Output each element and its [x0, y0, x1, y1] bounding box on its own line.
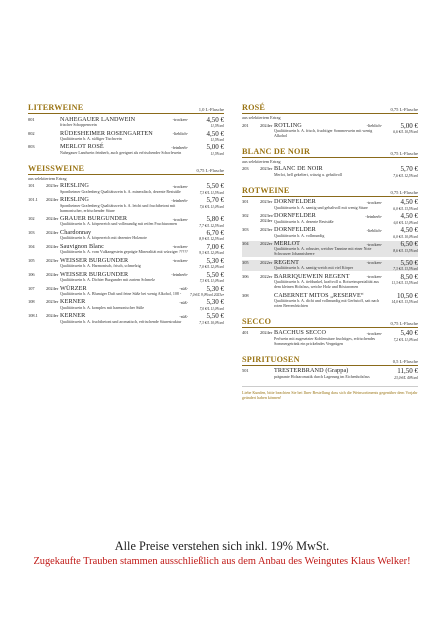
wine-description: Qualitätswein b. A. fruchtbetont und aromatisch, erfrischende Säurestruktur	[60, 318, 182, 324]
wine-taste: -feinherb-	[365, 213, 382, 219]
wine-details	[60, 272, 224, 283]
wine-liter-price: 9,3 €/L 12,0%vol	[199, 251, 224, 256]
wine-taste: -feinherb-	[171, 272, 188, 278]
wine-liter-price: 7,0 €/L 11,0%vol	[199, 306, 224, 311]
wine-number: 105	[28, 257, 35, 263]
wine-price: 5,00 €	[400, 121, 418, 130]
wine-liter-price: 7,0 €/L 12,0%vol	[199, 265, 224, 270]
grapes-origin-note: Zugekaufte Trauben stammen ausschließlich aus dem Anbau des Weingutes Klaus Welker!	[33, 556, 411, 567]
wine-price: 11,50 €	[397, 367, 418, 376]
wine-liter-price: 7,6 €/L 12,5%vol	[393, 173, 418, 178]
section-bottle-size: 0,5 L-Flasche	[392, 358, 418, 364]
wine-item	[242, 123, 418, 139]
wine-liter-price: 7,3 €/L 11,5%vol	[199, 190, 224, 195]
wine-price: 5,30 €	[206, 284, 224, 293]
section-header	[242, 103, 418, 114]
wine-item	[242, 368, 418, 379]
wine-details	[274, 199, 418, 210]
section-header	[28, 164, 224, 175]
wine-name: CABERNET MITOS „RESERVE“	[274, 291, 364, 299]
wine-number: 103	[28, 229, 35, 235]
wine-vintage: 2023er/ 2024er	[260, 213, 274, 224]
wine-details	[60, 216, 224, 227]
wine-description: Spontheimer Grafenberg Qualitätswein b. A. mineralisch, dezente Restsüße	[60, 188, 181, 194]
wine-name: BLANC DE NOIR	[274, 165, 323, 173]
wine-number: 301	[242, 199, 249, 205]
wine-item	[242, 293, 418, 309]
wine-taste: -lieblich-	[172, 131, 188, 136]
wine-price: 8,50 €	[400, 272, 418, 281]
wine-vintage: 2023er	[46, 183, 59, 189]
wine-description: Nahegauer Landwein feinherb, auch geeignet als erfrischender Schorlewein	[60, 149, 182, 155]
wine-price: 5,40 €	[400, 329, 418, 338]
wine-price: 5,30 €	[206, 298, 224, 307]
wine-vintage: 2023er	[260, 227, 273, 233]
wine-number: 304	[242, 241, 249, 247]
wine-name: WEISSER BURGUNDER	[60, 256, 129, 264]
section-bottle-size: 0,75 L-Flasche	[390, 189, 418, 195]
section-title: SECCO	[242, 316, 272, 326]
wine-number: 203	[242, 166, 249, 172]
wine-details	[60, 183, 224, 194]
wine-vintage: 2022er	[260, 273, 273, 279]
wine-number: 308	[242, 292, 249, 298]
right-column	[242, 100, 418, 400]
section-title: LITERWEINE	[28, 103, 84, 112]
section-bottle-size: 0,75 L-Flasche	[390, 320, 418, 326]
wine-liter-price: 8,6 €/L 13,5%vol	[393, 248, 418, 253]
wine-details	[60, 244, 224, 255]
wine-liter-price: 7,3 €/L 10,0%vol	[199, 320, 224, 325]
wine-liter-price: 11,5%vol	[210, 124, 224, 129]
wine-details	[60, 286, 224, 297]
wine-price: 5,50 €	[206, 270, 224, 279]
wine-section	[242, 103, 418, 139]
section-subtitle: aus selektiertem Ertrag	[242, 158, 281, 164]
wine-details	[60, 117, 224, 128]
wine-item	[242, 260, 418, 271]
wine-name: KERNER	[60, 298, 86, 306]
wine-item	[28, 183, 224, 194]
wine-number: 101.1	[28, 197, 38, 203]
section-header	[28, 103, 224, 114]
wine-item	[28, 244, 224, 255]
wine-taste: -trocken-	[172, 117, 188, 123]
wine-vintage: 2024er	[46, 216, 59, 222]
wine-section	[242, 186, 418, 309]
wine-number: 003	[28, 144, 35, 150]
wine-description: Qualitätswein b. A. körperreich und vollmundig mit reifen Fruchtaromen	[60, 221, 177, 227]
wine-description: Qualitätswein b. A. Blumiger Duft und feine Süße bei wenig Alkohol, 108 -	[60, 290, 182, 296]
wine-details	[274, 330, 418, 346]
wine-details	[274, 368, 418, 379]
wine-price: 4,50 €	[400, 198, 418, 207]
wine-price: 5,70 €	[206, 196, 224, 205]
wine-price: 5,50 €	[206, 182, 224, 191]
wine-name: DORNFELDER	[274, 212, 316, 220]
section-title: ROSÉ	[242, 103, 266, 112]
wine-number: 401	[242, 330, 249, 336]
wine-description: Qualitätswein b. A. robuster, weicher Tannine mit einer Note Schwarzer Johannisbeere	[274, 246, 372, 257]
wine-number: 102	[28, 216, 35, 222]
wine-description: Qualitätswein b. A. frisch, fruchtiger Sommerwein mit wenig Alkohol	[274, 128, 373, 138]
wine-price: 5,50 €	[400, 258, 418, 267]
wine-vintage	[46, 144, 60, 155]
wine-vintage	[260, 368, 274, 379]
wine-details	[60, 299, 224, 310]
wine-item	[242, 330, 418, 346]
wine-vintage: 2024er	[46, 285, 59, 291]
wine-description: frischer Schoppenwein	[60, 122, 97, 127]
wine-description: Qualitätswein b. A. vollmundig	[274, 232, 325, 238]
wine-number: 101	[28, 183, 35, 189]
wine-item	[242, 241, 418, 257]
wine-taste: -lieblich-	[366, 227, 382, 233]
wine-number: 002	[28, 130, 35, 136]
wine-item	[28, 230, 224, 241]
wine-vintage	[46, 117, 60, 128]
wine-taste: -trocken-	[172, 244, 188, 250]
wine-section	[242, 317, 418, 347]
wine-liter-price: 6,0 €/L 10,0%vol	[393, 234, 418, 239]
wine-section	[28, 103, 224, 156]
wine-item	[28, 272, 224, 283]
wine-details	[60, 131, 224, 142]
wine-name: RIESLING	[60, 182, 89, 190]
wine-number: 104	[28, 243, 35, 249]
wine-details	[60, 258, 224, 269]
wine-name: Chardonnay	[60, 228, 92, 236]
wine-name: MERLOT	[274, 240, 301, 248]
wine-item	[28, 286, 224, 297]
wine-vintage: 2024er	[260, 122, 273, 128]
wine-liter-price: 7,3 €/L 13,5%vol	[393, 267, 418, 272]
wine-liter-price: 8,9 €/L 12,5%vol	[199, 237, 224, 242]
section-title: ROTWEINE	[242, 185, 290, 195]
wine-price: 4,50 €	[206, 129, 224, 138]
wine-details	[60, 313, 224, 324]
left-column	[28, 100, 224, 325]
wine-description: Qualitätswein b. A. dezente Restsüße	[274, 218, 334, 224]
section-header	[242, 147, 418, 158]
wine-item	[28, 131, 224, 142]
wine-number: 201	[242, 122, 249, 128]
wine-details	[274, 293, 418, 309]
wine-details	[274, 241, 418, 257]
section-bottle-size: 0,75 L-Flasche	[390, 107, 418, 112]
wine-item	[28, 258, 224, 269]
wine-item	[28, 197, 224, 213]
wine-item	[242, 166, 418, 177]
wine-liter-price: 7,7 €/L 12,5%vol	[199, 223, 224, 228]
wine-number: 501	[242, 368, 249, 374]
wine-number: 108	[28, 299, 35, 305]
wine-section	[28, 164, 224, 325]
wine-description: prägnante Holzaromatik durch Lagerung im Eichenholzfass	[274, 373, 370, 379]
wine-taste: -trocken-	[172, 216, 188, 222]
wine-price: 5,70 €	[400, 165, 418, 174]
wine-number: 306	[242, 273, 249, 279]
wine-item	[28, 313, 224, 324]
wine-taste: -süß-	[179, 299, 188, 305]
wine-description: Qualitätswein b. A. komplex mit harmonischer Süße	[60, 304, 144, 310]
wine-liter-price: 11,5%vol	[210, 151, 224, 156]
wine-taste: -trocken-	[366, 260, 382, 266]
wine-vintage: 2024er	[46, 243, 59, 249]
wine-description: Qualitätswein b. A. Harmonisch, frisch, schmelzig	[60, 263, 141, 269]
wine-details	[60, 144, 224, 155]
wine-price: 5,30 €	[206, 256, 224, 265]
wine-item	[242, 274, 418, 290]
wine-price: 10,50 €	[397, 291, 418, 300]
section-bottle-size: 1,0 L-Flasche	[198, 107, 224, 112]
wine-name: DORNFELDER	[274, 198, 316, 206]
wine-taste: -süß-	[179, 313, 188, 319]
wine-vintage: 2023er	[46, 299, 59, 305]
wine-vintage: 2024er	[46, 313, 59, 319]
wine-name: WÜRZER	[60, 284, 87, 292]
wine-item	[28, 299, 224, 310]
wine-description: Perlwein mit zugesetzter Kohlensäure fruchtiges, erfrischendes Sommergetränk ein prickelndes Vergnügen	[274, 335, 376, 346]
wine-name: KERNER	[60, 312, 86, 320]
wine-description: Qualitätswein b. A. Dichter Burgunder mit zartem Schmelz	[60, 277, 155, 283]
wine-details	[274, 213, 418, 224]
wine-name: NAHEGAUER LANDWEIN	[60, 115, 136, 123]
wine-name: MERLOT ROSÉ	[60, 143, 104, 151]
wine-name: REGENT	[274, 258, 300, 266]
wine-details	[60, 197, 224, 213]
wine-vintage: 2023er	[260, 166, 273, 172]
wine-liter-price: 14,0 €/L 13,5%vol	[391, 300, 418, 305]
section-header	[242, 355, 418, 366]
wine-liter-price: 6,0 €/L 11,0%vol	[393, 220, 418, 225]
wine-liter-price: 11,3 €/L 13,5%vol	[391, 281, 418, 286]
wine-section	[242, 355, 418, 380]
wine-details	[274, 166, 418, 177]
wine-description: Qualitätswein b. A. süffiger Tischwein	[60, 135, 122, 141]
wine-name: BARRIQUEWEIN REGENT	[274, 272, 350, 280]
wine-taste: -trocken-	[366, 241, 382, 247]
wine-item	[28, 144, 224, 155]
section-header	[242, 186, 418, 197]
wine-description: Spontheimer Grafenberg Qualitätswein b. A. leicht und fruchtbetont mit harmonischer, erfrischender Säure	[60, 202, 176, 213]
wine-taste: -trocken-	[366, 199, 382, 205]
wine-number: 305	[242, 259, 249, 265]
wine-number: 107	[28, 285, 35, 291]
section-title: SPIRITUOSEN	[242, 354, 300, 364]
wine-price: 4,50 €	[400, 212, 418, 221]
wine-price: 7,00 €	[206, 242, 224, 251]
wine-vintage: 2022er	[260, 241, 273, 247]
prices-vat-note: Alle Preise verstehen sich inkl. 19% MwSt.	[114, 539, 330, 553]
wine-taste: -feinherb-	[171, 197, 188, 203]
wine-taste: -lieblich-	[366, 123, 382, 129]
wine-details	[60, 230, 224, 241]
wine-details	[274, 260, 418, 271]
wine-details	[274, 274, 418, 290]
section-header	[242, 317, 418, 328]
wine-description: Qualitätswein b. A. körperreich mit dezenter Holznote	[60, 235, 147, 241]
section-title: WEISSWEINE	[28, 163, 85, 173]
section-bottle-size: 0,75 L-Flasche	[390, 150, 418, 156]
wine-number: 001	[28, 116, 35, 122]
wine-liter-price: 23,0 €/L 40%vol	[394, 375, 418, 380]
wine-vintage: 2023er	[46, 257, 59, 263]
wine-taste: -trocken-	[172, 258, 188, 264]
wine-number: 303	[242, 227, 249, 233]
wine-liter-price: 6,6 €/L 10,5%vol	[393, 130, 418, 135]
wine-price: 6,70 €	[206, 228, 224, 237]
wine-liter-price: 7,3 €/L 11,0%vol	[199, 279, 224, 284]
wine-name: RÜDESHEIMER ROSENGARTEN	[60, 129, 153, 137]
wine-name: Sauvignon Blanc	[60, 242, 104, 250]
wine-vintage	[260, 293, 274, 309]
wine-name: RIESLING	[60, 196, 89, 204]
section-title: BLANC DE NOIR	[242, 146, 311, 156]
wine-vintage: 2022er	[260, 259, 273, 265]
wine-taste: -süß-	[179, 286, 188, 292]
wine-name: DORNFELDER	[274, 226, 316, 234]
wine-name: ROTLING	[274, 121, 302, 129]
wine-price: 5,50 €	[206, 312, 224, 321]
wine-description: Qualitätswein b. A. samtig-weich mit viel Körper	[274, 265, 354, 271]
wine-name: WEISSER BURGUNDER	[60, 270, 129, 278]
wine-number: 106	[28, 271, 35, 277]
wine-price: 5,80 €	[206, 215, 224, 224]
wine-description: Qualitätswein b. A. samtig und gehaltvoll mit wenig Säure	[274, 204, 368, 210]
wine-liter-price: 11,5%vol	[210, 138, 224, 142]
wine-description: Qualitätswein b. A. tiefdunkel, kraftvoll u. Rotweinspezialität aus dem kleinen Holzfass, weiche Holz und Röstaromen	[274, 279, 379, 290]
wine-section	[242, 147, 418, 178]
wine-price: 6,50 €	[400, 240, 418, 249]
wine-name: TRESTERBRAND (Grappa)	[274, 367, 349, 375]
wine-name: GRAUER BURGUNDER	[60, 215, 128, 223]
wine-description: Qualitätswein b. A. dicht und vollmundig mit Gerbstoff, satt nach roten Beerenfrüchten	[274, 297, 380, 308]
wine-price: 4,50 €	[400, 226, 418, 235]
wine-vintage: 2023er	[260, 199, 273, 205]
wine-name: BACCHUS SECCO	[274, 329, 327, 337]
wine-item	[28, 117, 224, 128]
wine-description: Merlot, hell gekeltert, würzig u. gehaltvoll	[274, 171, 342, 177]
wine-taste: -trocken-	[366, 274, 382, 280]
wine-vintage: 2024er	[46, 197, 59, 203]
wine-taste: -trocken-	[366, 330, 382, 336]
wine-item	[242, 227, 418, 238]
wine-liter-price: 7,0 €/L 9,0%vol 2023er	[190, 293, 224, 298]
wine-description: Qualitätswein b. A. vom Vulkangestein geprägte Mineralität mit würziger ?????	[60, 249, 188, 255]
wine-vintage: 2024er	[260, 330, 273, 336]
wine-taste: -trocken-	[172, 183, 188, 189]
wine-vintage	[46, 131, 60, 142]
wine-taste: -feinherb-	[171, 144, 188, 150]
wine-details	[274, 123, 418, 139]
wine-vintage: 2024er	[46, 229, 59, 235]
section-bottle-size: 0,75 L-Flasche	[196, 167, 224, 173]
wine-number: 108.1	[28, 313, 38, 319]
wine-item	[28, 216, 224, 227]
wine-liter-price: 7,2 €/L 11,0%vol	[393, 337, 418, 342]
wine-liter-price: 7,6 €/L 11,0%vol	[199, 204, 224, 209]
wine-number: 302	[242, 213, 249, 219]
wine-vintage: 2024er	[46, 271, 59, 277]
wine-price: 5,00 €	[206, 143, 224, 152]
wine-item	[242, 213, 418, 224]
wine-item	[242, 199, 418, 210]
wine-price: 4,50 €	[206, 115, 224, 124]
section-subtitle: aus selektiertem Ertrag	[242, 115, 281, 120]
price-list	[28, 100, 418, 530]
wine-details	[274, 227, 418, 238]
wine-liter-price: 6,0 €/L 13,5%vol	[393, 206, 418, 211]
section-subtitle: aus selektiertem Ertrag	[28, 175, 67, 181]
order-footnote: Liebe Kunden, bitte beachten Sie bei Ihrer Bestellung dass sich die Weinsortiments gegenüber dem Vorjahr geändert haben können!	[242, 386, 418, 400]
